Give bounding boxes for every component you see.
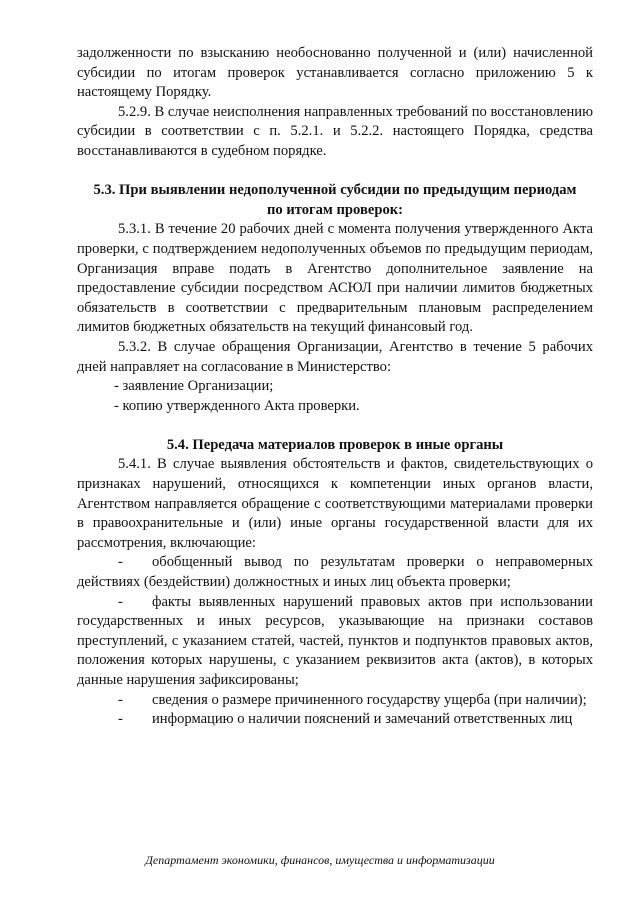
heading-5-4: 5.4. Передача материалов проверок в иные органы <box>166 436 504 453</box>
paragraph-5-2-9: 5.2.9. В случае неисполнения направленных требований по восстановлению субсидии в соответствии с п. 5.2.1. и 5.2.2. настоящего Порядка, средства восстанавливаются в судебном порядке. <box>77 103 594 159</box>
bullet-dash: - <box>118 593 123 610</box>
bullet-dash: - <box>118 711 123 728</box>
bullet-item-violations <box>77 593 593 691</box>
bullet-item-damage <box>77 691 593 711</box>
bullet-dash: - <box>118 691 123 708</box>
document-page <box>77 44 593 730</box>
list-item-act-copy: - копию утвержденного Акта проверки. <box>114 397 360 414</box>
bullet-dash: - <box>118 554 123 571</box>
bullet-text: сведения о размере причиненного государству ущерба (при наличии); <box>152 691 587 708</box>
heading-5-3-line-1: 5.3. При выявлении недополученной субсидии по предыдущим периодам <box>93 182 577 199</box>
bullet-item-explanations <box>77 710 593 730</box>
bullet-text: факты выявленных нарушений правовых актов при использовании государственных и иных ресурсов, указывающие на признаки составов преступлений, с указанием статей, частей, пунктов и подпунктов правовых актов, положения которых нарушены, с указанием реквизитов акта (актов), в которых данные нарушения зафиксированы; <box>77 593 593 688</box>
spacer <box>77 416 593 436</box>
list-item-application: - заявление Организации; <box>114 378 274 395</box>
paragraph-debt-recovery: задолженности по взысканию необоснованно полученной и (или) начисленной субсидии по итогам проверок устанавливается согласно приложению 5 к настоящему Порядку. <box>77 45 593 101</box>
page-footer: Департамент экономики, финансов, имущества и информатизации <box>145 853 495 867</box>
heading-5-3-line-2: по итогам проверок: <box>266 201 404 218</box>
bullet-text: информацию о наличии пояснений и замечаний ответственных лиц <box>152 711 573 728</box>
spacer <box>77 162 593 182</box>
bullet-text: обобщенный вывод по результатам проверки о неправомерных действиях (бездействии) должностных и иных лиц объекта проверки; <box>77 554 593 591</box>
paragraph-5-3-2: 5.3.2. В случае обращения Организации, Агентство в течение 5 рабочих дней направляет на согласование в Министерство: <box>77 338 593 375</box>
bullet-item-summary <box>77 553 593 592</box>
paragraph-5-4-1: 5.4.1. В случае выявления обстоятельств и фактов, свидетельствующих о признаках нарушений, относящихся к компетенции иных органов власти, Агентством направляется обращение с соответствующими материалами проверки в правоохранительные и (или) иные органы государственной власти для их рассмотрения, включающие: <box>77 456 593 551</box>
paragraph-5-3-1: 5.3.1. В течение 20 рабочих дней с момента получения утвержденного Акта проверки, с подтверждением недополученных объемов по предыдущим периодам, Организация вправе подать в Агентство дополнительное заявление на предоставление субсидии посредством АСЮЛ при наличии лимитов бюджетных обязательств в соответствии с предварительным плановым распределением лимитов бюджетных обязательств на текущий финансовый год. <box>77 221 593 336</box>
